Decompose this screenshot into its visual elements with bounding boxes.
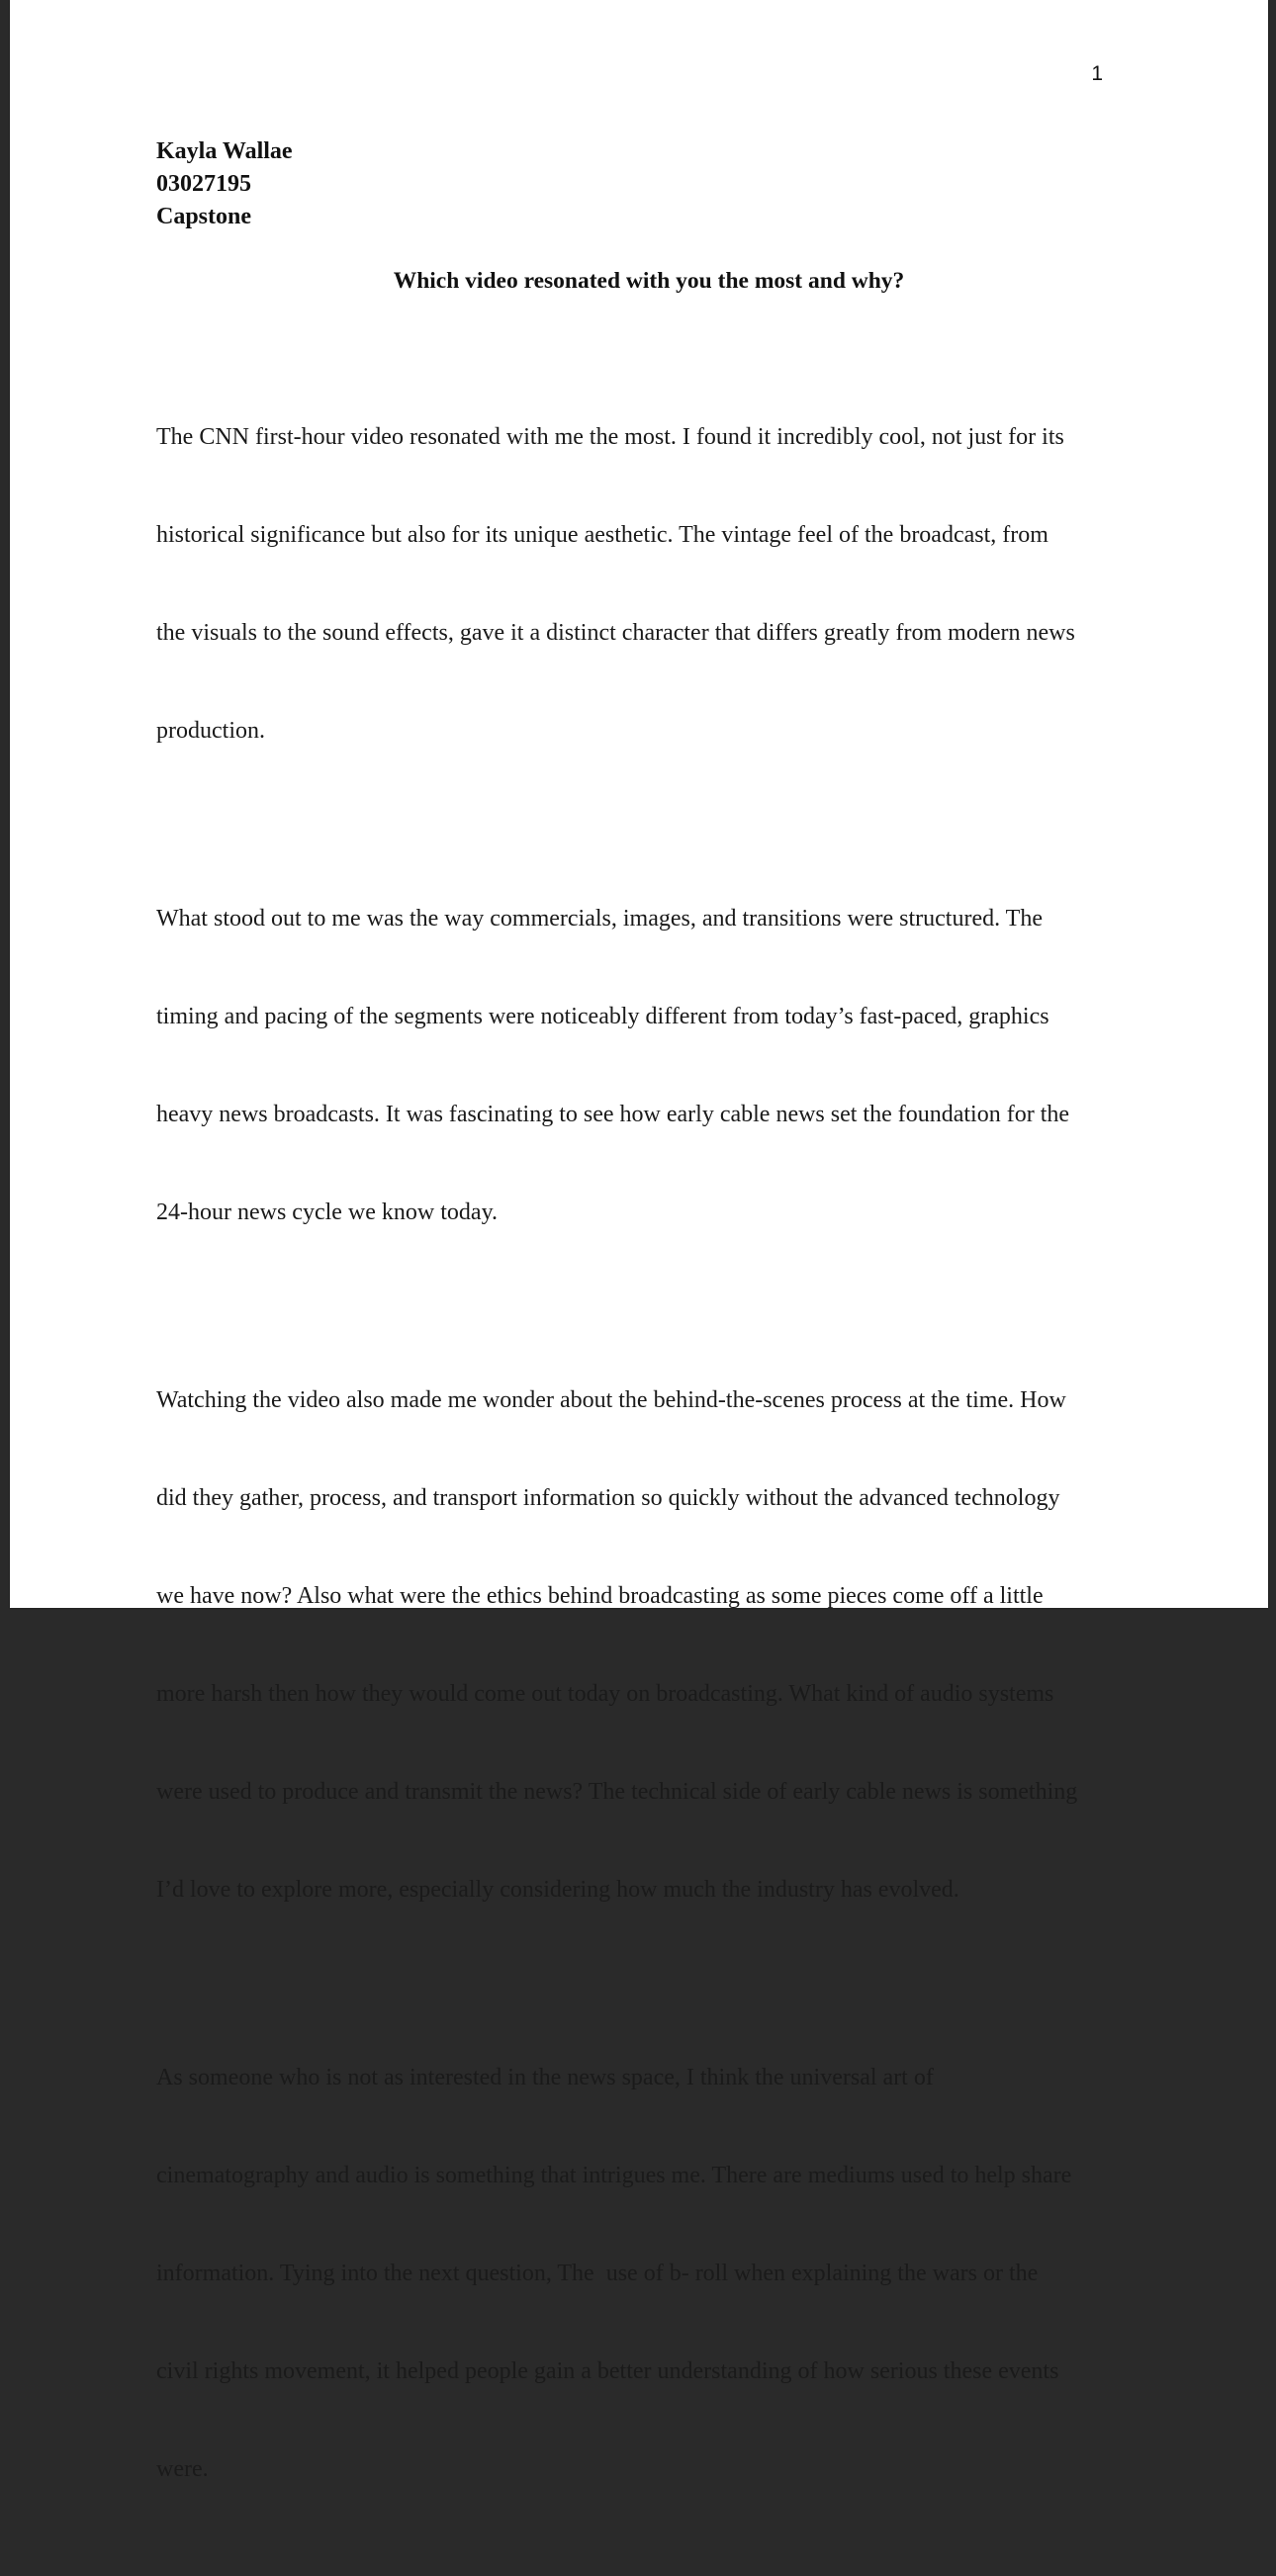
student-header — [156, 135, 293, 233]
course-name: Capstone — [156, 204, 252, 229]
text-line: information. Tying into the next question, The use of b- roll when explaining the wars or the — [156, 2261, 1039, 2286]
text-line: more harsh then how they would come out today on broadcasting. What kind of audio systems — [156, 1681, 1054, 1707]
text-line: we have now? Also what were the ethics behind broadcasting as some pieces come off a little — [156, 1583, 1044, 1609]
student-id: 03027195 — [156, 171, 251, 197]
text-line: production. — [156, 718, 265, 744]
text-line: What stood out to me was the way commercials, images, and transitions were structured. The — [156, 906, 1043, 932]
paragraph — [156, 1319, 1136, 1972]
paragraph — [156, 1997, 1136, 2551]
text-line: As someone who is not as interested in the news space, I think the universal art of — [156, 2065, 934, 2090]
text-line: the visuals to the sound effects, gave it a distinct character that differs greatly from modern news — [156, 620, 1075, 646]
text-line: I’d love to explore more, especially considering how much the industry has evolved. — [156, 1877, 959, 1903]
text-line: historical significance but also for its unique aesthetic. The vintage feel of the broadcast, from — [156, 522, 1048, 548]
text-line: did they gather, process, and transport information so quickly without the advanced technology — [156, 1485, 1060, 1511]
text-line: civil rights movement, it helped people gain a better understanding of how serious these events — [156, 2358, 1059, 2384]
paragraph — [156, 838, 1136, 1294]
paragraph — [156, 356, 1136, 813]
text-line: Watching the video also made me wonder about the behind-the-scenes process at the time. How — [156, 1387, 1066, 1413]
text-line: The CNN first-hour video resonated with me the most. I found it incredibly cool, not just for its — [156, 424, 1064, 450]
text-line: timing and pacing of the segments were noticeably different from today’s fast-paced, graphics — [156, 1004, 1049, 1029]
document-title: Which video resonated with you the most and why? — [393, 268, 905, 294]
text-line: were. — [156, 2456, 209, 2482]
text-line: were used to produce and transmit the news? The technical side of early cable news is something — [156, 1779, 1078, 1805]
document-page — [10, 0, 1268, 2482]
student-name: Kayla Wallae — [156, 138, 293, 164]
page-number: 1 — [1091, 62, 1103, 85]
text-line: heavy news broadcasts. It was fascinating to see how early cable news set the foundation for the — [156, 1102, 1070, 1127]
text-line: cinematography and audio is something that intrigues me. There are mediums used to help share — [156, 2163, 1072, 2188]
document-body — [156, 356, 1136, 2576]
text-line: 24-hour news cycle we know today. — [156, 1199, 499, 1225]
